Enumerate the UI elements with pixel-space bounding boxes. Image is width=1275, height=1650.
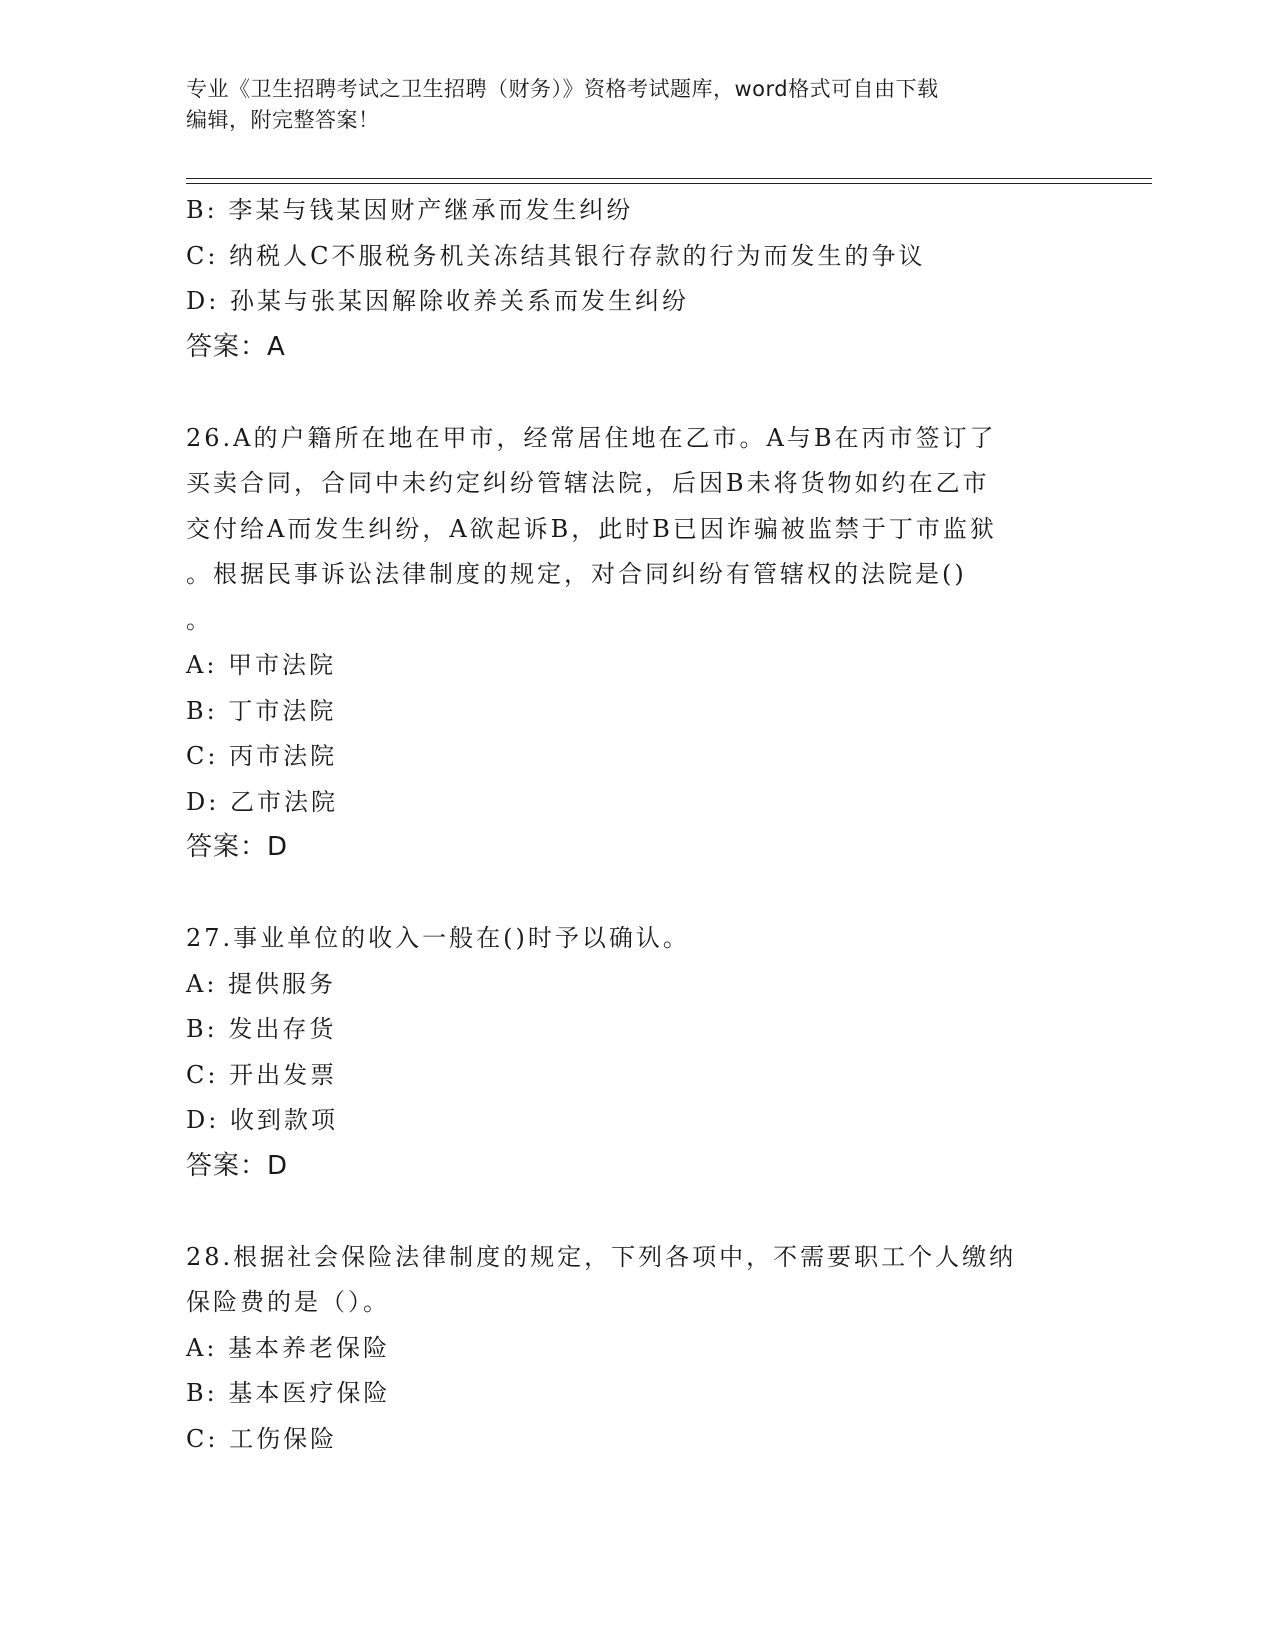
question-stem-line: 保险费的是（）。	[186, 1288, 390, 1316]
question-list	[186, 188, 1086, 1462]
question-stem-line: 28.根据社会保险法律制度的规定，下列各项中，不需要职工个人缴纳	[186, 1242, 1017, 1271]
header-divider	[186, 183, 1152, 184]
answer-line: 答案：D	[186, 832, 289, 862]
option-c: C: 工伤保险	[186, 1424, 338, 1453]
option-b: B: 李某与钱某因财产继承而发生纠纷	[186, 196, 634, 224]
question-stem-line: 26.A的户籍所在地在甲市，经常居住地在乙市。A与B在丙市签订了	[186, 423, 997, 452]
option-a: A: 甲市法院	[186, 651, 337, 679]
question-28	[186, 1235, 1086, 1463]
option-b: B: 丁市法院	[186, 696, 337, 725]
question-stem-line: 27.事业单位的收入一般在()时予以确认。	[186, 924, 690, 952]
question-27	[186, 916, 1086, 1189]
option-a: A: 基本养老保险	[186, 1333, 391, 1362]
option-b: B: 发出存货	[186, 1015, 337, 1043]
question-stem-line: 买卖合同，合同中未约定纠纷管辖法院，后因B未将货物如约在乙市	[186, 469, 990, 497]
option-c: C: 丙市法院	[186, 742, 338, 770]
option-d: D: 收到款项	[186, 1106, 338, 1134]
answer-line: 答案：A	[186, 331, 286, 362]
page-header	[186, 74, 1086, 136]
option-a: A: 提供服务	[186, 969, 337, 998]
header-divider	[186, 178, 1152, 179]
answer-line: 答案：D	[186, 1150, 289, 1181]
option-c: C: 纳税人C不服税务机关冻结其银行存款的行为而发生的争议	[186, 241, 926, 270]
question-stem-line: 。根据民事诉讼法律制度的规定，对合同纠纷有管辖权的法院是()	[186, 560, 967, 588]
option-b: B: 基本医疗保险	[186, 1379, 391, 1407]
header-line: 专业《卫生招聘考试之卫生招聘（财务）》资格考试题库，word格式可自由下载	[186, 77, 939, 101]
option-c: C: 开出发票	[186, 1060, 338, 1089]
option-d: D: 乙市法院	[186, 787, 338, 816]
question-stem-line: 。	[186, 605, 213, 634]
question-stem-line: 交付给A而发生纠纷，A欲起诉B，此时B已因诈骗被监禁于丁市监狱	[186, 514, 997, 543]
header-line: 编辑，附完整答案！	[186, 108, 380, 132]
option-d: D: 孙某与张某因解除收养关系而发生纠纷	[186, 287, 689, 315]
question-26	[186, 416, 1086, 871]
question-25	[186, 188, 1086, 370]
